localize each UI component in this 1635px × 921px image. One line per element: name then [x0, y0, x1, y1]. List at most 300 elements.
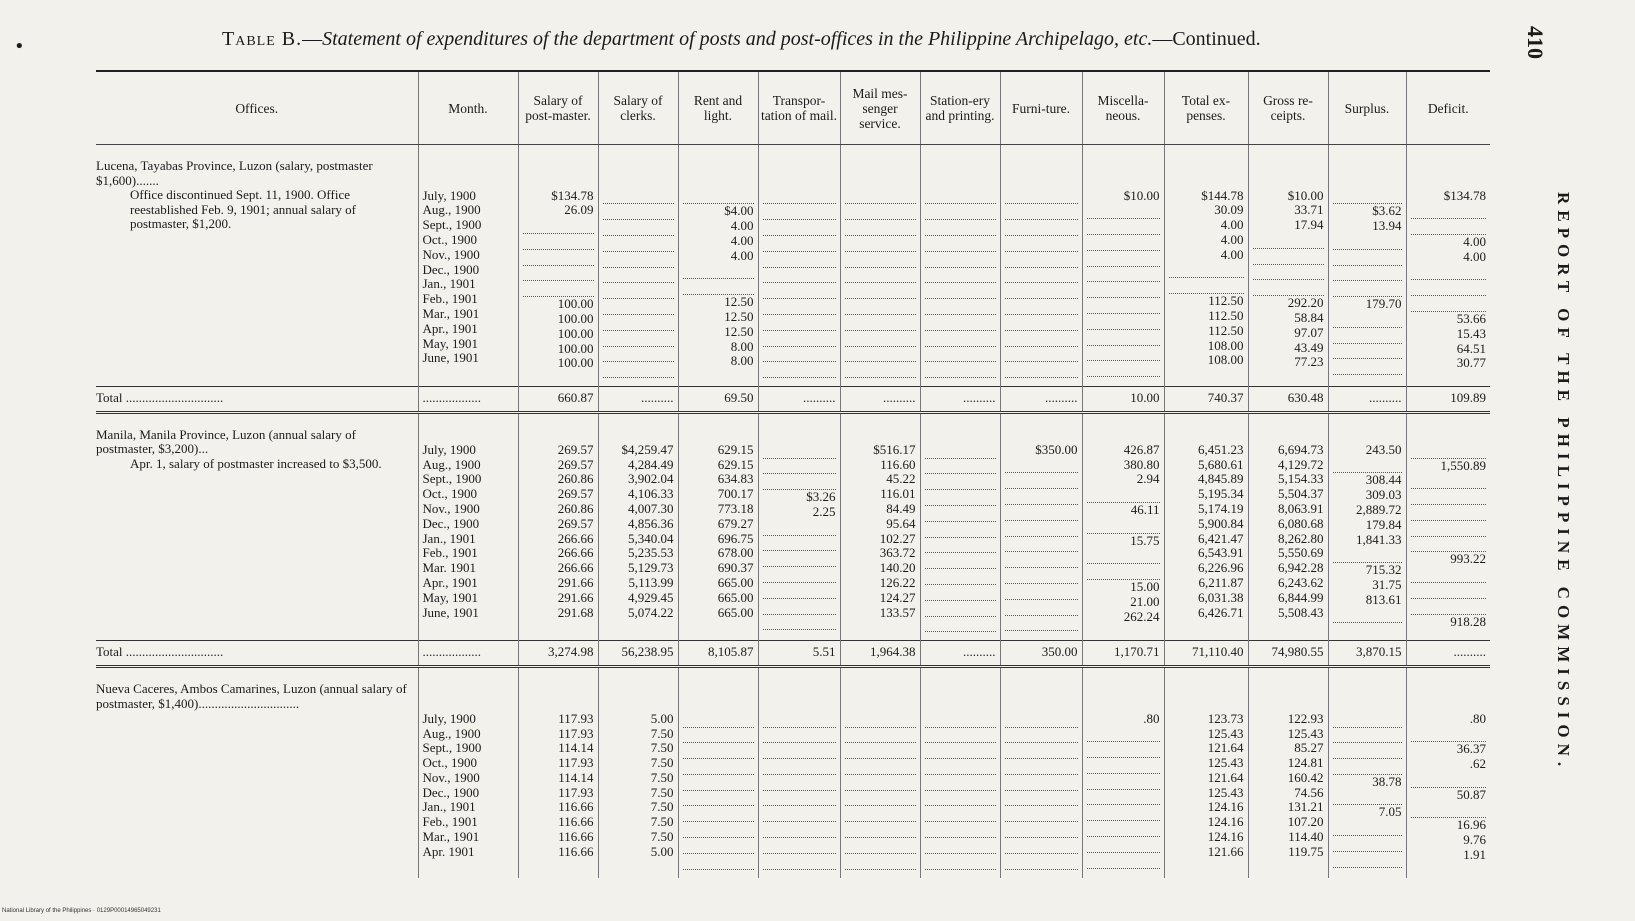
- leader: [603, 268, 674, 284]
- leader: [1005, 299, 1078, 315]
- value: 4,845.89: [1198, 471, 1244, 487]
- spacer: [763, 428, 836, 443]
- value: 15.43: [1456, 325, 1486, 341]
- value: 100.00: [557, 310, 594, 326]
- value: 53.66: [1456, 310, 1486, 326]
- leader: [603, 236, 674, 252]
- value: 715.32: [1365, 562, 1402, 578]
- office-cell: [96, 412, 418, 640]
- value: 16.96: [1456, 817, 1486, 833]
- value-cell: [678, 412, 758, 640]
- total-value: 71,110.40: [1164, 641, 1248, 667]
- leader: [1087, 282, 1160, 298]
- leader: [763, 791, 836, 807]
- leader: [763, 743, 836, 759]
- value: 114.14: [558, 740, 594, 756]
- value: 38.78: [1372, 773, 1402, 789]
- value: $350.00: [1035, 441, 1078, 457]
- leader: [1333, 790, 1402, 806]
- leader: [925, 759, 996, 775]
- leader: [523, 234, 594, 250]
- leader: [1005, 458, 1078, 474]
- value: 4.00: [1220, 231, 1244, 247]
- value: 8,262.80: [1278, 530, 1324, 546]
- leader: [1087, 361, 1160, 377]
- leader: [603, 204, 674, 220]
- value: 5,113.99: [628, 574, 674, 590]
- leader: [1005, 584, 1078, 600]
- total-value: ..........: [920, 387, 1000, 413]
- value: 1,550.89: [1440, 457, 1486, 473]
- leader: [925, 601, 996, 617]
- value: 363.72: [879, 545, 916, 561]
- value: 7.50: [650, 725, 674, 741]
- value: 116.01: [880, 486, 916, 502]
- leader: [1333, 547, 1402, 563]
- total-value: ..........: [758, 387, 840, 413]
- value: 6,451.23: [1198, 441, 1244, 457]
- spacer: [763, 682, 836, 697]
- spacer: [1253, 697, 1324, 712]
- month-label: June, 1901: [422, 350, 479, 366]
- leader: [763, 459, 836, 475]
- spacer: [1169, 159, 1244, 174]
- value: 8.00: [730, 353, 754, 369]
- value-cell: [1082, 145, 1164, 387]
- value: 31.75: [1372, 576, 1402, 592]
- leader: [1087, 548, 1160, 564]
- value: 4,106.33: [628, 486, 674, 502]
- value: 6,942.28: [1278, 560, 1324, 576]
- office-section-1: [96, 412, 1490, 640]
- spacer: [603, 174, 674, 189]
- spacer: [683, 174, 754, 189]
- month-label: July, 1900: [422, 710, 476, 726]
- month-label: June, 1901: [422, 604, 479, 620]
- leader: [845, 299, 916, 315]
- leader: [1087, 837, 1160, 853]
- leader: [763, 854, 836, 870]
- leader: [1087, 790, 1160, 806]
- value: 6,031.38: [1198, 589, 1244, 605]
- value: 5,680.61: [1198, 456, 1244, 472]
- month-label: Nov., 1900: [422, 246, 480, 262]
- value: 112.50: [1208, 322, 1244, 338]
- spacer: [523, 697, 594, 712]
- leader: [763, 252, 836, 268]
- leader: [1333, 712, 1402, 728]
- value: 125.43: [1207, 725, 1244, 741]
- leader: [523, 281, 594, 297]
- value: 17.94: [1294, 217, 1324, 233]
- total-month: ..................: [418, 387, 518, 413]
- value: 6,844.99: [1278, 589, 1324, 605]
- value: 5,900.84: [1198, 515, 1244, 531]
- leader: [763, 268, 836, 284]
- value-cell: [1000, 412, 1082, 640]
- leader: [925, 854, 996, 870]
- leader: [845, 791, 916, 807]
- leader: [1087, 727, 1160, 743]
- leader: [845, 204, 916, 220]
- value: 813.61: [1365, 591, 1402, 607]
- spacer: [1087, 174, 1160, 189]
- month-cell: [418, 412, 518, 640]
- value: 85.27: [1294, 740, 1324, 756]
- spacer: [1253, 428, 1324, 443]
- value: $516.17: [873, 441, 916, 457]
- leader: [1005, 315, 1078, 331]
- value: 4,284.49: [628, 456, 674, 472]
- value: 4.00: [1220, 217, 1244, 233]
- leader: [1087, 346, 1160, 362]
- value-cell: [840, 667, 920, 878]
- spacer: [925, 428, 996, 443]
- month-label: Jan., 1901: [422, 799, 476, 815]
- leader: [1411, 443, 1487, 459]
- leader: [1253, 233, 1324, 249]
- value: 1.91: [1463, 846, 1486, 862]
- value: 112.50: [1208, 307, 1244, 323]
- leader: [1087, 758, 1160, 774]
- total-row: [96, 387, 1490, 413]
- value: 124.16: [1207, 814, 1244, 830]
- leader: [1411, 537, 1487, 553]
- value: 8.00: [730, 338, 754, 354]
- value-cell: [518, 412, 598, 640]
- leader: [763, 474, 836, 490]
- leader: [1087, 564, 1160, 580]
- leader: [925, 617, 996, 633]
- spacer: [1087, 159, 1160, 174]
- leader: [683, 279, 754, 295]
- spacer: [1169, 428, 1244, 443]
- value: 269.57: [557, 515, 594, 531]
- total-value: 74,980.55: [1248, 641, 1328, 667]
- spacer: [523, 174, 594, 189]
- leader: [1087, 251, 1160, 267]
- leader: [925, 299, 996, 315]
- value: $4.00: [724, 203, 754, 219]
- value: $4,259.47: [621, 441, 674, 457]
- month-label: Nov., 1900: [422, 500, 480, 516]
- value-cell: [1406, 412, 1490, 640]
- office-text: Nueva Caceres, Ambos Camarines, Luzon (annual salary of postmaster, $1,400)...............................: [96, 681, 407, 711]
- month-label: May, 1901: [422, 335, 478, 351]
- leader: [925, 347, 996, 363]
- leader: [683, 712, 754, 728]
- total-value: ..........: [1328, 387, 1406, 413]
- total-value: ..........: [598, 387, 678, 413]
- leader: [1005, 362, 1078, 378]
- month-label: Jan., 1901: [422, 276, 476, 292]
- leader: [925, 585, 996, 601]
- value: 629.15: [717, 456, 754, 472]
- leader: [845, 236, 916, 252]
- leader: [683, 822, 754, 838]
- leader: [1333, 759, 1402, 775]
- value: 126.22: [879, 574, 916, 590]
- value: 678.00: [717, 545, 754, 561]
- value: 5,074.22: [628, 604, 674, 620]
- leader: [845, 759, 916, 775]
- value: 100.00: [557, 355, 594, 371]
- value: 121.66: [1207, 843, 1244, 859]
- value: 5,340.04: [628, 530, 674, 546]
- leader: [925, 728, 996, 744]
- leader: [1087, 853, 1160, 869]
- leader: [1411, 802, 1487, 818]
- month-label: Oct., 1900: [422, 486, 478, 502]
- month-label: July, 1900: [422, 441, 476, 457]
- value: 4.00: [730, 247, 754, 263]
- total-value: ..........: [1000, 387, 1082, 413]
- spacer: [1005, 174, 1078, 189]
- spacer: [423, 697, 514, 712]
- value: 116.66: [558, 843, 594, 859]
- leader: [683, 743, 754, 759]
- value: 6,226.96: [1198, 560, 1244, 576]
- value: 179.70: [1365, 296, 1402, 312]
- leader: [763, 775, 836, 791]
- column-header-5: Transpor-tation of mail.: [758, 71, 840, 145]
- title-suffix: —Continued.: [1152, 28, 1261, 50]
- leader: [845, 362, 916, 378]
- leader: [925, 490, 996, 506]
- leader: [763, 599, 836, 615]
- leader: [763, 567, 836, 583]
- value-cell: [1000, 145, 1082, 387]
- value: 64.51: [1456, 340, 1486, 356]
- month-label: Apr., 1901: [422, 320, 478, 336]
- value: 260.86: [557, 471, 594, 487]
- spacer: [925, 159, 996, 174]
- value-cell: [598, 667, 678, 878]
- month-label: Feb., 1901: [422, 814, 478, 830]
- total-value: ..........: [840, 387, 920, 413]
- leader: [683, 759, 754, 775]
- value: 124.16: [1207, 829, 1244, 845]
- leader: [925, 506, 996, 522]
- leader: [603, 252, 674, 268]
- total-value: 109.89: [1406, 387, 1490, 413]
- value: 12.50: [724, 294, 754, 310]
- value: 50.87: [1456, 786, 1486, 802]
- leader: [1005, 252, 1078, 268]
- spacer: [683, 428, 754, 443]
- leader: [763, 583, 836, 599]
- leader: [603, 362, 674, 378]
- value: 84.49: [886, 500, 916, 516]
- title-italic: Statement of expenditures of the department of posts and post-offices in the Philippine Archipelago, etc.: [322, 28, 1153, 50]
- leader: [1411, 567, 1487, 583]
- leader: [603, 189, 674, 205]
- leader: [1005, 347, 1078, 363]
- spacer: [1333, 174, 1402, 189]
- leader: [763, 806, 836, 822]
- total-value: 740.37: [1164, 387, 1248, 413]
- value: 33.71: [1294, 202, 1324, 218]
- leader: [1005, 473, 1078, 489]
- value: 700.17: [717, 486, 754, 502]
- value: 179.84: [1365, 516, 1402, 532]
- leader: [925, 743, 996, 759]
- value: 116.66: [558, 829, 594, 845]
- value-cell: [1082, 667, 1164, 878]
- office-text: Manila, Manila Province, Luzon (annual salary of postmaster, $3,200)...: [96, 426, 356, 457]
- month-label: Dec., 1900: [422, 515, 480, 531]
- value: 121.64: [1207, 740, 1244, 756]
- leader: [1333, 281, 1402, 297]
- leader: [763, 283, 836, 299]
- leader: [1411, 505, 1487, 521]
- leader: [1005, 791, 1078, 807]
- title-prefix: Table B.: [222, 28, 303, 50]
- total-value: 8,105.87: [678, 641, 758, 667]
- spacer: [1333, 682, 1402, 697]
- value: 6,243.62: [1278, 574, 1324, 590]
- value: 773.18: [717, 500, 754, 516]
- total-value: ..........: [920, 641, 1000, 667]
- leader: [763, 362, 836, 378]
- value: 133.57: [879, 604, 916, 620]
- leader: [523, 266, 594, 282]
- spacer: [925, 174, 996, 189]
- leader: [763, 520, 836, 536]
- leader: [925, 522, 996, 538]
- leader: [1411, 599, 1487, 615]
- spacer: [423, 428, 514, 443]
- table-title: [222, 28, 1462, 51]
- leader: [603, 220, 674, 236]
- value-cell: [1248, 667, 1328, 878]
- value-cell: [1000, 667, 1082, 878]
- total-value: 660.87: [518, 387, 598, 413]
- value: 6,694.73: [1278, 441, 1324, 457]
- leader: [1333, 266, 1402, 282]
- leader: [925, 538, 996, 554]
- value: 43.49: [1294, 339, 1324, 355]
- spacer: [1253, 159, 1324, 174]
- value: 292.20: [1287, 295, 1324, 311]
- value-cell: [678, 667, 758, 878]
- value: 6,080.68: [1278, 515, 1324, 531]
- leader: [1005, 759, 1078, 775]
- leader: [1087, 235, 1160, 251]
- leader: [1087, 774, 1160, 790]
- value: 6,421.47: [1198, 530, 1244, 546]
- leader: [1087, 742, 1160, 758]
- leader: [1333, 250, 1402, 266]
- spacer: [1005, 428, 1078, 443]
- value: 140.20: [879, 560, 916, 576]
- value: 108.00: [1207, 337, 1244, 353]
- spacer: [523, 159, 594, 174]
- value: 117.93: [558, 784, 594, 800]
- month-label: Dec., 1900: [422, 784, 480, 800]
- value: 124.16: [1207, 799, 1244, 815]
- month-label: Aug., 1900: [422, 202, 481, 218]
- leader: [1333, 852, 1402, 868]
- leader: [845, 775, 916, 791]
- value: 4.00: [1463, 233, 1486, 249]
- spacer: [1253, 174, 1324, 189]
- spacer: [1253, 682, 1324, 697]
- spacer: [845, 697, 916, 712]
- value: 4.00: [730, 232, 754, 248]
- scan-footer: National Library of the Philippines · 0129P00014965049231: [2, 908, 161, 914]
- leader: [1087, 487, 1160, 503]
- total-value: ..........: [1406, 641, 1490, 667]
- spacer: [1169, 682, 1244, 697]
- leader: [1333, 728, 1402, 744]
- leader: [1087, 314, 1160, 330]
- value-cell: [598, 412, 678, 640]
- leader: [1411, 219, 1487, 235]
- value: 993.22: [1450, 551, 1486, 567]
- value-cell: [1164, 145, 1248, 387]
- leader: [1005, 838, 1078, 854]
- month-label: Mar., 1901: [422, 305, 480, 321]
- leader: [925, 806, 996, 822]
- leader: [1169, 263, 1244, 279]
- leader: [763, 822, 836, 838]
- value: 260.86: [557, 500, 594, 516]
- value: 122.93: [1287, 710, 1324, 726]
- value: $134.78: [551, 187, 594, 203]
- value-cell: [1328, 145, 1406, 387]
- month-label: Sept., 1900: [422, 471, 482, 487]
- leader: [763, 347, 836, 363]
- value-cell: [758, 412, 840, 640]
- spacer: [763, 697, 836, 712]
- column-header-7: Station-ery and printing.: [920, 71, 1000, 145]
- value: 21.00: [1130, 593, 1160, 609]
- value: 15.00: [1130, 578, 1160, 594]
- leader: [763, 728, 836, 744]
- value: 112.50: [1208, 293, 1244, 309]
- leader: [1333, 312, 1402, 328]
- leader: [1169, 278, 1244, 294]
- spacer: [763, 159, 836, 174]
- value: 918.28: [1450, 613, 1486, 629]
- spacer: [1005, 682, 1078, 697]
- spacer: [845, 159, 916, 174]
- value: 117.93: [558, 710, 594, 726]
- leader: [1087, 219, 1160, 235]
- total-value: 5.51: [758, 641, 840, 667]
- value: 1,841.33: [1356, 531, 1402, 547]
- value: 116.66: [558, 814, 594, 830]
- leader: [1087, 203, 1160, 219]
- spacer: [845, 428, 916, 443]
- leader: [1005, 521, 1078, 537]
- leader: [845, 189, 916, 205]
- value-cell: [1248, 145, 1328, 387]
- leader: [683, 775, 754, 791]
- value: 5,508.43: [1278, 604, 1324, 620]
- value: 7.50: [650, 755, 674, 771]
- leader: [925, 822, 996, 838]
- value: .80: [1143, 710, 1160, 726]
- value: 291.66: [557, 589, 594, 605]
- leader: [763, 536, 836, 552]
- spacer: [1087, 697, 1160, 712]
- leader: [1411, 203, 1487, 219]
- spacer: [683, 159, 754, 174]
- value: 107.20: [1287, 814, 1324, 830]
- spacer: [423, 682, 514, 697]
